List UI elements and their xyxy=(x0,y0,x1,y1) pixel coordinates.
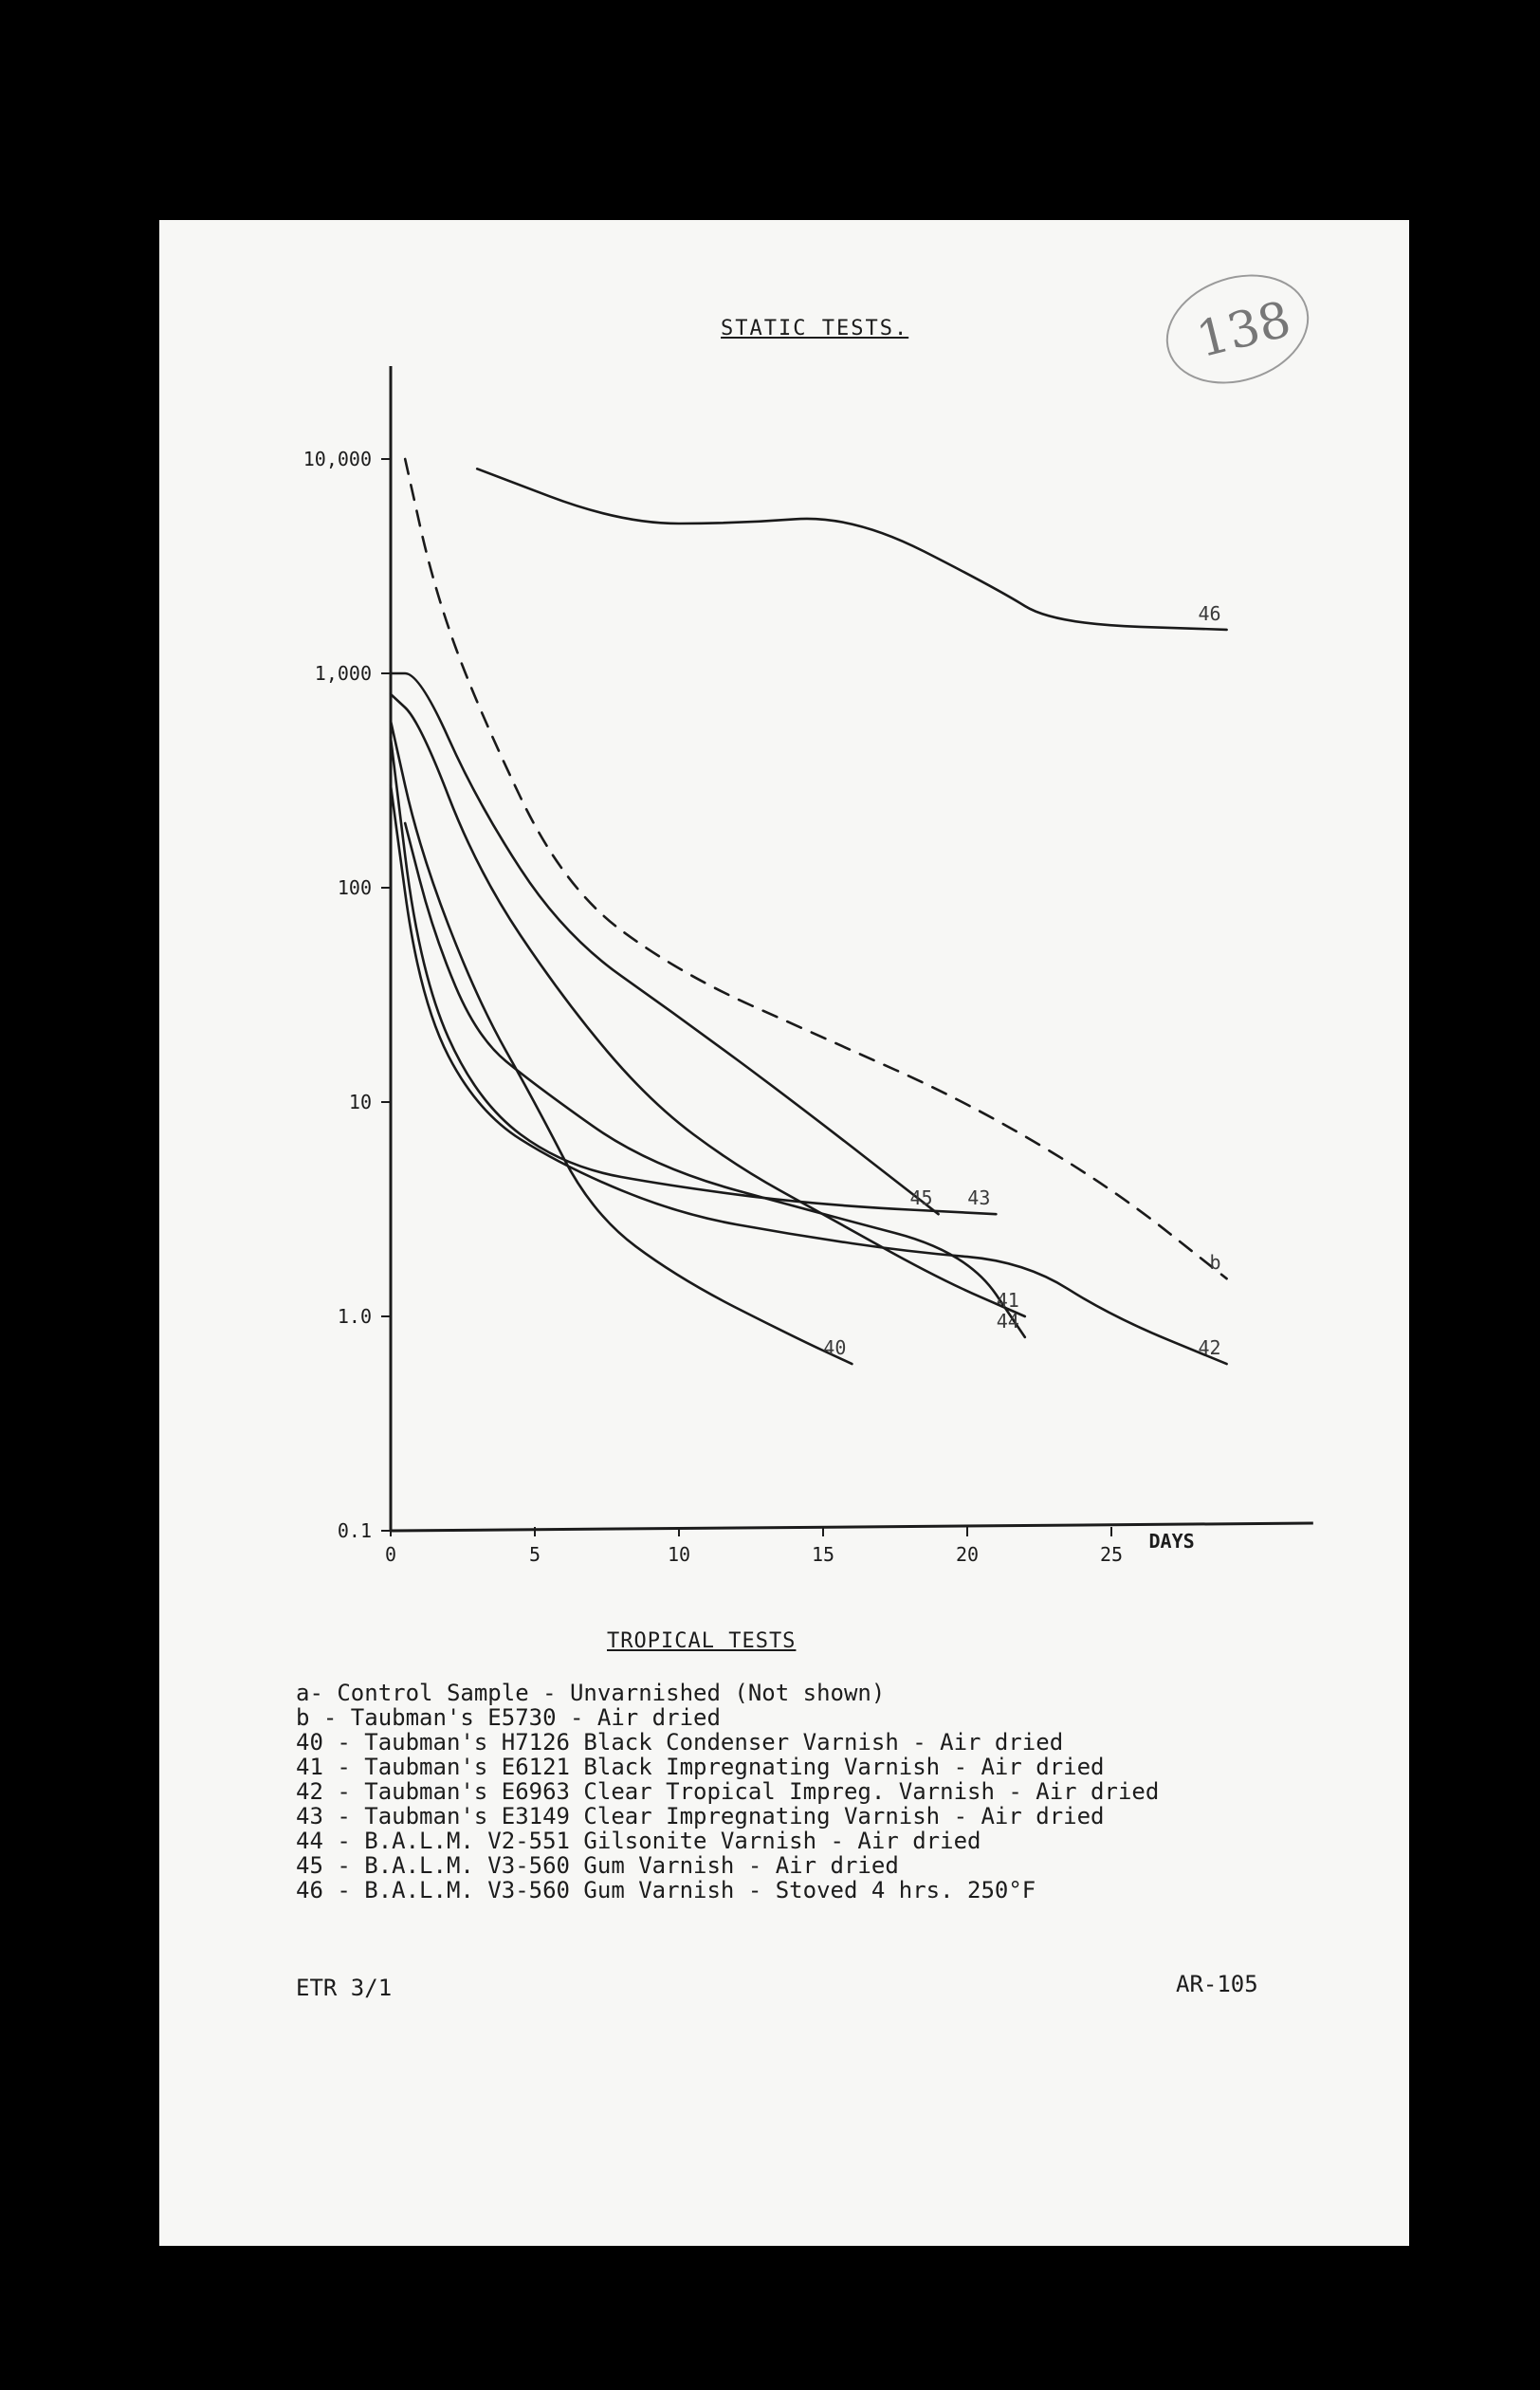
series-line-42 xyxy=(391,785,1227,1364)
y-tick-label-0: 0.1 xyxy=(337,1519,372,1542)
series-label-41: 41 xyxy=(996,1289,1019,1312)
chart-title: STATIC TESTS. xyxy=(721,317,909,340)
series-label-44: 44 xyxy=(996,1309,1019,1333)
series-label-45: 45 xyxy=(909,1186,933,1210)
chart-series-labels xyxy=(823,602,1220,1359)
page-number: 138 xyxy=(1191,290,1297,370)
y-tick-label-5: 10,000 xyxy=(302,448,372,470)
y-tick-label-2: 10 xyxy=(348,1091,372,1113)
footer-reference-right: AR-105 xyxy=(1176,1971,1258,1997)
chart-series-layer xyxy=(391,459,1227,1364)
series-label-43: 43 xyxy=(967,1186,991,1210)
x-axis-title: DAYS xyxy=(1148,1530,1195,1553)
series-label-42: 42 xyxy=(1198,1336,1221,1360)
x-tick-label-3: 15 xyxy=(811,1543,835,1566)
x-tick-label-4: 20 xyxy=(955,1543,980,1566)
series-line-40 xyxy=(391,721,852,1364)
legend-item-45: 45 - B.A.L.M. V3-560 Gum Varnish - Air dried xyxy=(296,1852,899,1879)
legend xyxy=(296,1681,1159,1903)
series-line-46 xyxy=(477,469,1226,630)
legend-item-a: a- Control Sample - Unvarnished (Not shown) xyxy=(296,1680,886,1706)
legend-item-40: 40 - Taubman's H7126 Black Condenser Varnish - Air dried xyxy=(296,1729,1064,1756)
y-tick-label-1: 1.0 xyxy=(337,1305,372,1328)
y-tick-label-3: 100 xyxy=(337,876,372,899)
legend-item-44: 44 - B.A.L.M. V2-551 Gilsonite Varnish - Air dried xyxy=(296,1828,981,1854)
x-tick-label-5: 25 xyxy=(1099,1543,1124,1566)
x-tick-label-2: 10 xyxy=(667,1543,691,1566)
figure-caption: TROPICAL TESTS xyxy=(607,1629,797,1653)
legend-item-43: 43 - Taubman's E3149 Clear Impregnating Varnish - Air dried xyxy=(296,1803,1105,1829)
x-tick-label-0: 0 xyxy=(384,1543,397,1566)
series-line-b xyxy=(405,459,1226,1278)
series-line-45 xyxy=(391,673,939,1214)
series-label-40: 40 xyxy=(823,1336,847,1360)
legend-item-b: b - Taubman's E5730 - Air dried xyxy=(296,1704,721,1731)
y-tick-label-4: 1,000 xyxy=(314,662,372,685)
legend-item-42: 42 - Taubman's E6963 Clear Tropical Impreg. Varnish - Air dried xyxy=(296,1778,1160,1805)
x-tick-label-1: 5 xyxy=(528,1543,541,1566)
legend-item-46: 46 - B.A.L.M. V3-560 Gum Varnish - Stoved 4 hrs. 250°F xyxy=(296,1877,1036,1903)
legend-item-41: 41 - Taubman's E6121 Black Impregnating Varnish - Air dried xyxy=(296,1754,1105,1780)
series-label-46: 46 xyxy=(1198,601,1221,625)
footer-reference-left: ETR 3/1 xyxy=(296,1975,393,2001)
series-label-b: b xyxy=(1209,1251,1221,1275)
series-line-41 xyxy=(391,694,1025,1316)
